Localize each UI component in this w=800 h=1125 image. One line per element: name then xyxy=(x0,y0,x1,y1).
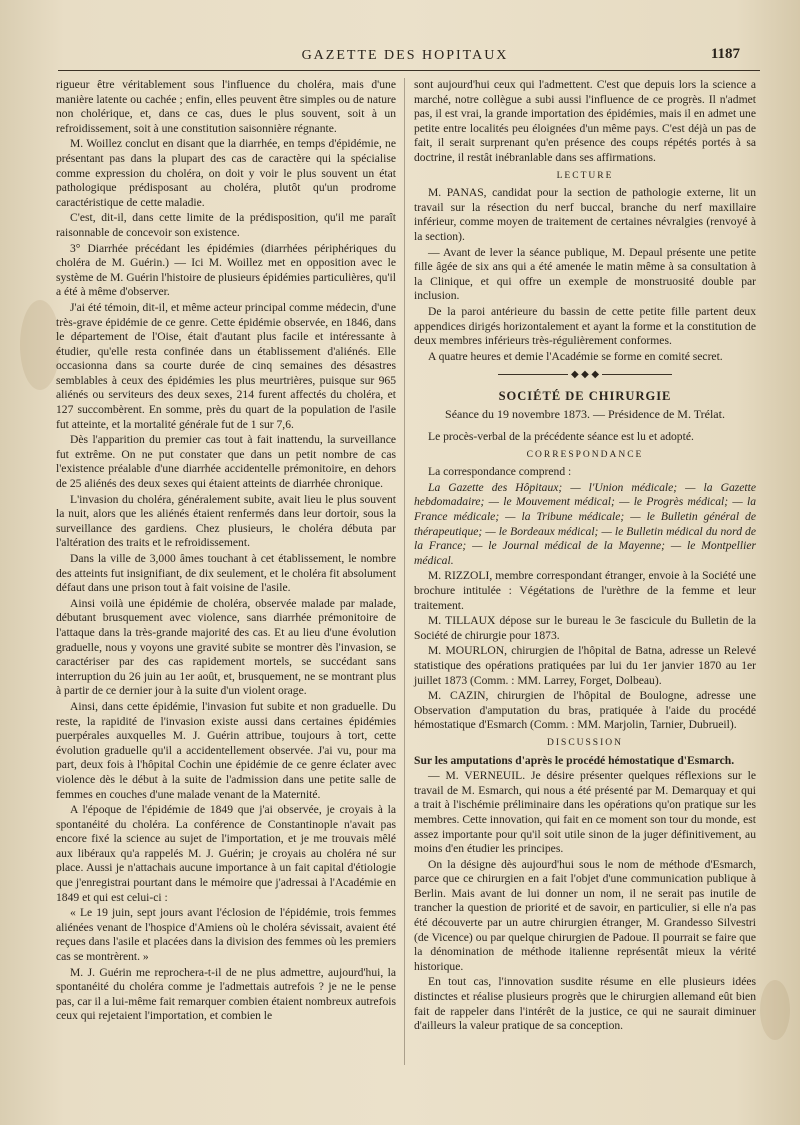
paragraph: De la paroi antérieure du bassin de cette petite fille partent deux appendices dirigés horizontalement et ayant la forme et la constitution de deux membres inférieurs très-régulièrement conformes. xyxy=(414,304,756,348)
paragraph: Dans la ville de 3,000 âmes touchant à cet établissement, le nombre des atteints fut insignifiant, de dix seulement, et le choléra fit absolument défaut dans une prison tout à fait voisine de l'asile. xyxy=(56,552,396,595)
left-column xyxy=(56,78,396,1025)
paragraph: J'ai été témoin, dit-il, et même acteur principal comme médecin, d'une très-grave épidémie de ce genre. Cette épidémie observée, en 1846, dans le département de l'Oise, était d'autant plus facile et intéressante à étudier, qu'elle resta confinée dans un établissement d'aliénés. Elle occasionna dans sa courte durée de cinq semaines des désastres semblables à ceux des épidémies les plus meurtrières, puisque sur 965 aliénés ou serviteurs des deux sexes, 214 furent affectés du choléra, et 127 succombèrent. En somme, près du quart de la population de l'asile fut atteinte, et la mortalité générale fut de 1 sur 7,6. xyxy=(56,300,396,431)
paragraph: M. J. Guérin me reprochera-t-il de ne plus admettre, aujourd'hui, la spontanéité du choléra comme je l'admettais autrefois ? je ne le pense pas, car il a lui-même fait remarquer combien étaient nombreux autrefois ceux qui rejetaient l'importation, et combien le xyxy=(56,965,396,1023)
column-divider xyxy=(404,78,405,1065)
paper-stain xyxy=(20,300,60,390)
paragraph: M. MOURLON, chirurgien de l'hôpital de Batna, adresse un Relevé statistique des opérations pratiquées par lui du 1er janvier 1870 au 1er juillet 1873 (Comm. : MM. Larrey, Forget, Dolbeau). xyxy=(414,644,756,687)
paragraph: L'invasion du choléra, généralement subite, avait lieu le plus souvent la nuit, alors que les aliénés étaient renfermés dans leur dortoir, sous la surveillance des gardiens. Chez plusieurs, le choléra débuta par l'altération des traits et le refroidissement. xyxy=(56,492,396,550)
minutes-paragraph: Le procès-verbal de la précédente séance est lu et adopté. xyxy=(428,430,694,444)
paragraph: — M. VERNEUIL. Je désire présenter quelques réflexions sur le travail de M. Esmarch, qui nous a été présenté par M. Demarquay et qui a trait à l'ischémie préliminaire dans les opérations qu'on pratique sur les membres. Cette innovation, qui fait en ce moment son tour du monde, est assez importante pour qu'il soit utile sinon de la juger définitivement, au moins d'en étudier les principes. xyxy=(414,769,756,856)
section-ornament: ◆ ◆ ◆ xyxy=(414,368,756,383)
paragraph: La correspondance comprend : xyxy=(428,465,572,479)
discussion-title: Sur les amputations d'après le procédé hémostatique d'Esmarch. xyxy=(414,753,735,767)
paragraph: M. Woillez conclut en disant que la diarrhée, en temps d'épidémie, ne présentant pas dans la plupart des cas de caractère qui la spécialise comme expression du choléra, on doit y voir le plus souvent un état pathologique prédisposant au choléra, plutôt qu'un prodrome caractéristique de cette maladie. xyxy=(56,137,396,209)
right-column xyxy=(414,78,756,1035)
running-title: GAZETTE DES HOPITAUX xyxy=(301,48,509,63)
quote-paragraph: « Le 19 juin, sept jours avant l'éclosion de l'épidémie, trois femmes aliénées venant de l'hospice d'Amiens où le choléra sévissait, avaient été reçues dans l'asile et placées dans la division des femmes où les premiers cas se montrèrent. » xyxy=(56,906,396,964)
paragraph: Ainsi voilà une épidémie de choléra, observée malade par malade, débutant brusquement avec violence, sans diarrhée prémonitoire de l'attaque dans la très-grande majorité des cas. Et au lieu d'une évolution graduelle, nous y voyons une gravité subite se montrer dès l'invasion, se caractériser par des cas rapidement mortels, se succédant sans interruption du 26 juin au 1er août, et, brusquement, ne se montrant plus à partir de ce dernier jour à la suite d'un violent orage. xyxy=(56,596,396,698)
paragraph: — Avant de lever la séance publique, M. Depaul présente une petite fille âgée de six ans qui a été amenée le matin même à sa consultation à la Clinique, et qui offre un exemple de monstruosité double par inclusion. xyxy=(414,245,756,303)
paragraph: A quatre heures et demie l'Académie se forme en comité secret. xyxy=(428,349,723,363)
paragraph: En tout cas, l'innovation susdite résume en elle plusieurs idées distinctes et réalise plusieurs progrès que le chirurgien allemand eût bien fait de rappeler dans l'intérêt de la justice, ce qui ne saurait diminuer d'ailleurs la valeur pratique de sa conception. xyxy=(414,975,756,1033)
page-header xyxy=(40,44,770,68)
correspondence-heading: CORRESPONDANCE xyxy=(526,449,644,460)
paragraph: C'est, dit-il, dans cette limite de la prédisposition, qu'il me paraît raisonnable de concevoir son existence. xyxy=(56,211,396,239)
paragraph: La Gazette des Hôpitaux; — l'Union médicale; — la Gazette hebdomadaire; — le Mouvement médical; — le Progrès médical; — la France médicale; — la Tribune médicale; — le Bulletin général de thérapeutique; — le Bordeaux médical; — le Bulletin médical du nord de la France; — le Journal médical de la Mayenne; — le Montpellier médical. xyxy=(414,480,756,567)
paragraph: M. TILLAUX dépose sur le bureau le 3e fascicule du Bulletin de la Société de chirurgie pour 1873. xyxy=(414,614,756,642)
paragraph: M. PANAS, candidat pour la section de pathologie externe, lit un travail sur la résection du nerf buccal, branche du nerf maxillaire inférieur, comme moyen de traitement de certaines névralgies (renvoyé à la section). xyxy=(414,186,756,243)
paragraph: rigueur être véritablement sous l'influence du choléra, mais d'une manière latente ou cachée ; enfin, elles peuvent être simples ou de nature non cholérique, et, dans ce cas, dues le plus souvent, soit à un refroidissement, soit à une constitution saisonnière régnante. xyxy=(56,78,396,135)
session-line: Séance du 19 novembre 1873. — Présidence de M. Trélat. xyxy=(445,407,725,422)
paragraph: Dès l'apparition du premier cas tout à fait inattendu, la surveillance fut extrême. On ne put constater que dans un petit nombre de cas l'existence préalable d'une diarrhée accidentelle prémonitoire, en dehors de 25 aliénés des deux sexes qui étaient atteints de diarrhée chronique. xyxy=(56,433,396,491)
paragraph: A l'époque de l'épidémie de 1849 que j'ai observée, je croyais à la spontanéité du choléra. La conférence de Constantinople n'avait pas encore fixé la science au sujet de l'importation, et je me trouvais mêlé aux libéraux qu'a rappelés M. J. Guérin; je croyais au choléra né sur place. Aussi je n'attachais aucune importance à un fait capital d'étiologie que j'enregistrai pourtant dans le mémoire que j'adressai à l'Académie en 1849 et qui est celui-ci : xyxy=(56,803,396,904)
paragraph: 3° Diarrhée précédant les épidémies (diarrhées périphériques du choléra de M. Guérin.) — Ici M. Woillez met en opposition avec le système de M. Guérin l'histoire de plusieurs épidémies particulières, qu'il a été à même d'observer. xyxy=(56,241,396,299)
paragraph: Ainsi, dans cette épidémie, l'invasion fut subite et non graduelle. Du reste, la rapidité de l'invasion existe aussi dans certaines épidémies puerpérales auxquelles M. J. Guérin attribue, toujours à tort, cette évolution graduelle qu'il a accidentellement observée. J'ai vu, pour ma part, deux fois à l'hôpital Cochin une épidémie de ce genre éclater avec violence dès le début à la suite de l'admission dans une petite salle de femmes en couches d'une malade venant de la Maternité. xyxy=(56,699,396,801)
header-rule xyxy=(58,70,760,71)
paragraph: M. RIZZOLI, membre correspondant étranger, envoie à la Société une brochure intitulée : Végétations de l'urèthre de la femme et leur traitement. xyxy=(414,569,756,612)
page-number: 1187 xyxy=(710,46,740,62)
paragraph: On la désigne dès aujourd'hui sous le nom de méthode d'Esmarch, parce que ce chirurgien en a fait l'objet d'une communication publique à Berlin. Mais avant de lui donner un nom, il ne serait pas inutile de trancher la question de priorité et de savoir, en particulier, si elle n'a pas été découverte par un autre chirurgien étranger, M. Grandesso Silvestri (de Vicence) ou par quelque chirurgien de Padoue. Il pourrait se faire que la dénomination de méthode italienne représentât mieux la vérité historique. xyxy=(414,857,756,973)
paper-stain xyxy=(760,980,790,1040)
society-title: SOCIÉTÉ DE CHIRURGIE xyxy=(498,388,672,403)
paragraph: sont aujourd'hui ceux qui l'admettent. C'est que depuis lors la science a marché, notre collègue a subi aussi l'influence de ce progrès. Il n'admet pas, il est vrai, la grande importation des épidémies, mais il en admet une petite entre localités peu éloignées d'un même pays. C'est déjà un pas de fait, il serait surprenant qu'en présence des coups répétés portés à sa doctrine, il restât inébranlable dans ses affirmations. xyxy=(414,78,756,164)
lecture-heading: LECTURE xyxy=(556,170,614,181)
paragraph: M. CAZIN, chirurgien de l'hôpital de Boulogne, adresse une Observation d'amputation du bras, pratiquée à l'aide du procédé hémostatique d'Esmarch (Comm. : MM. Marjolin, Tarnier, Dubrueil). xyxy=(414,689,756,732)
discussion-heading: DISCUSSION xyxy=(547,737,623,748)
